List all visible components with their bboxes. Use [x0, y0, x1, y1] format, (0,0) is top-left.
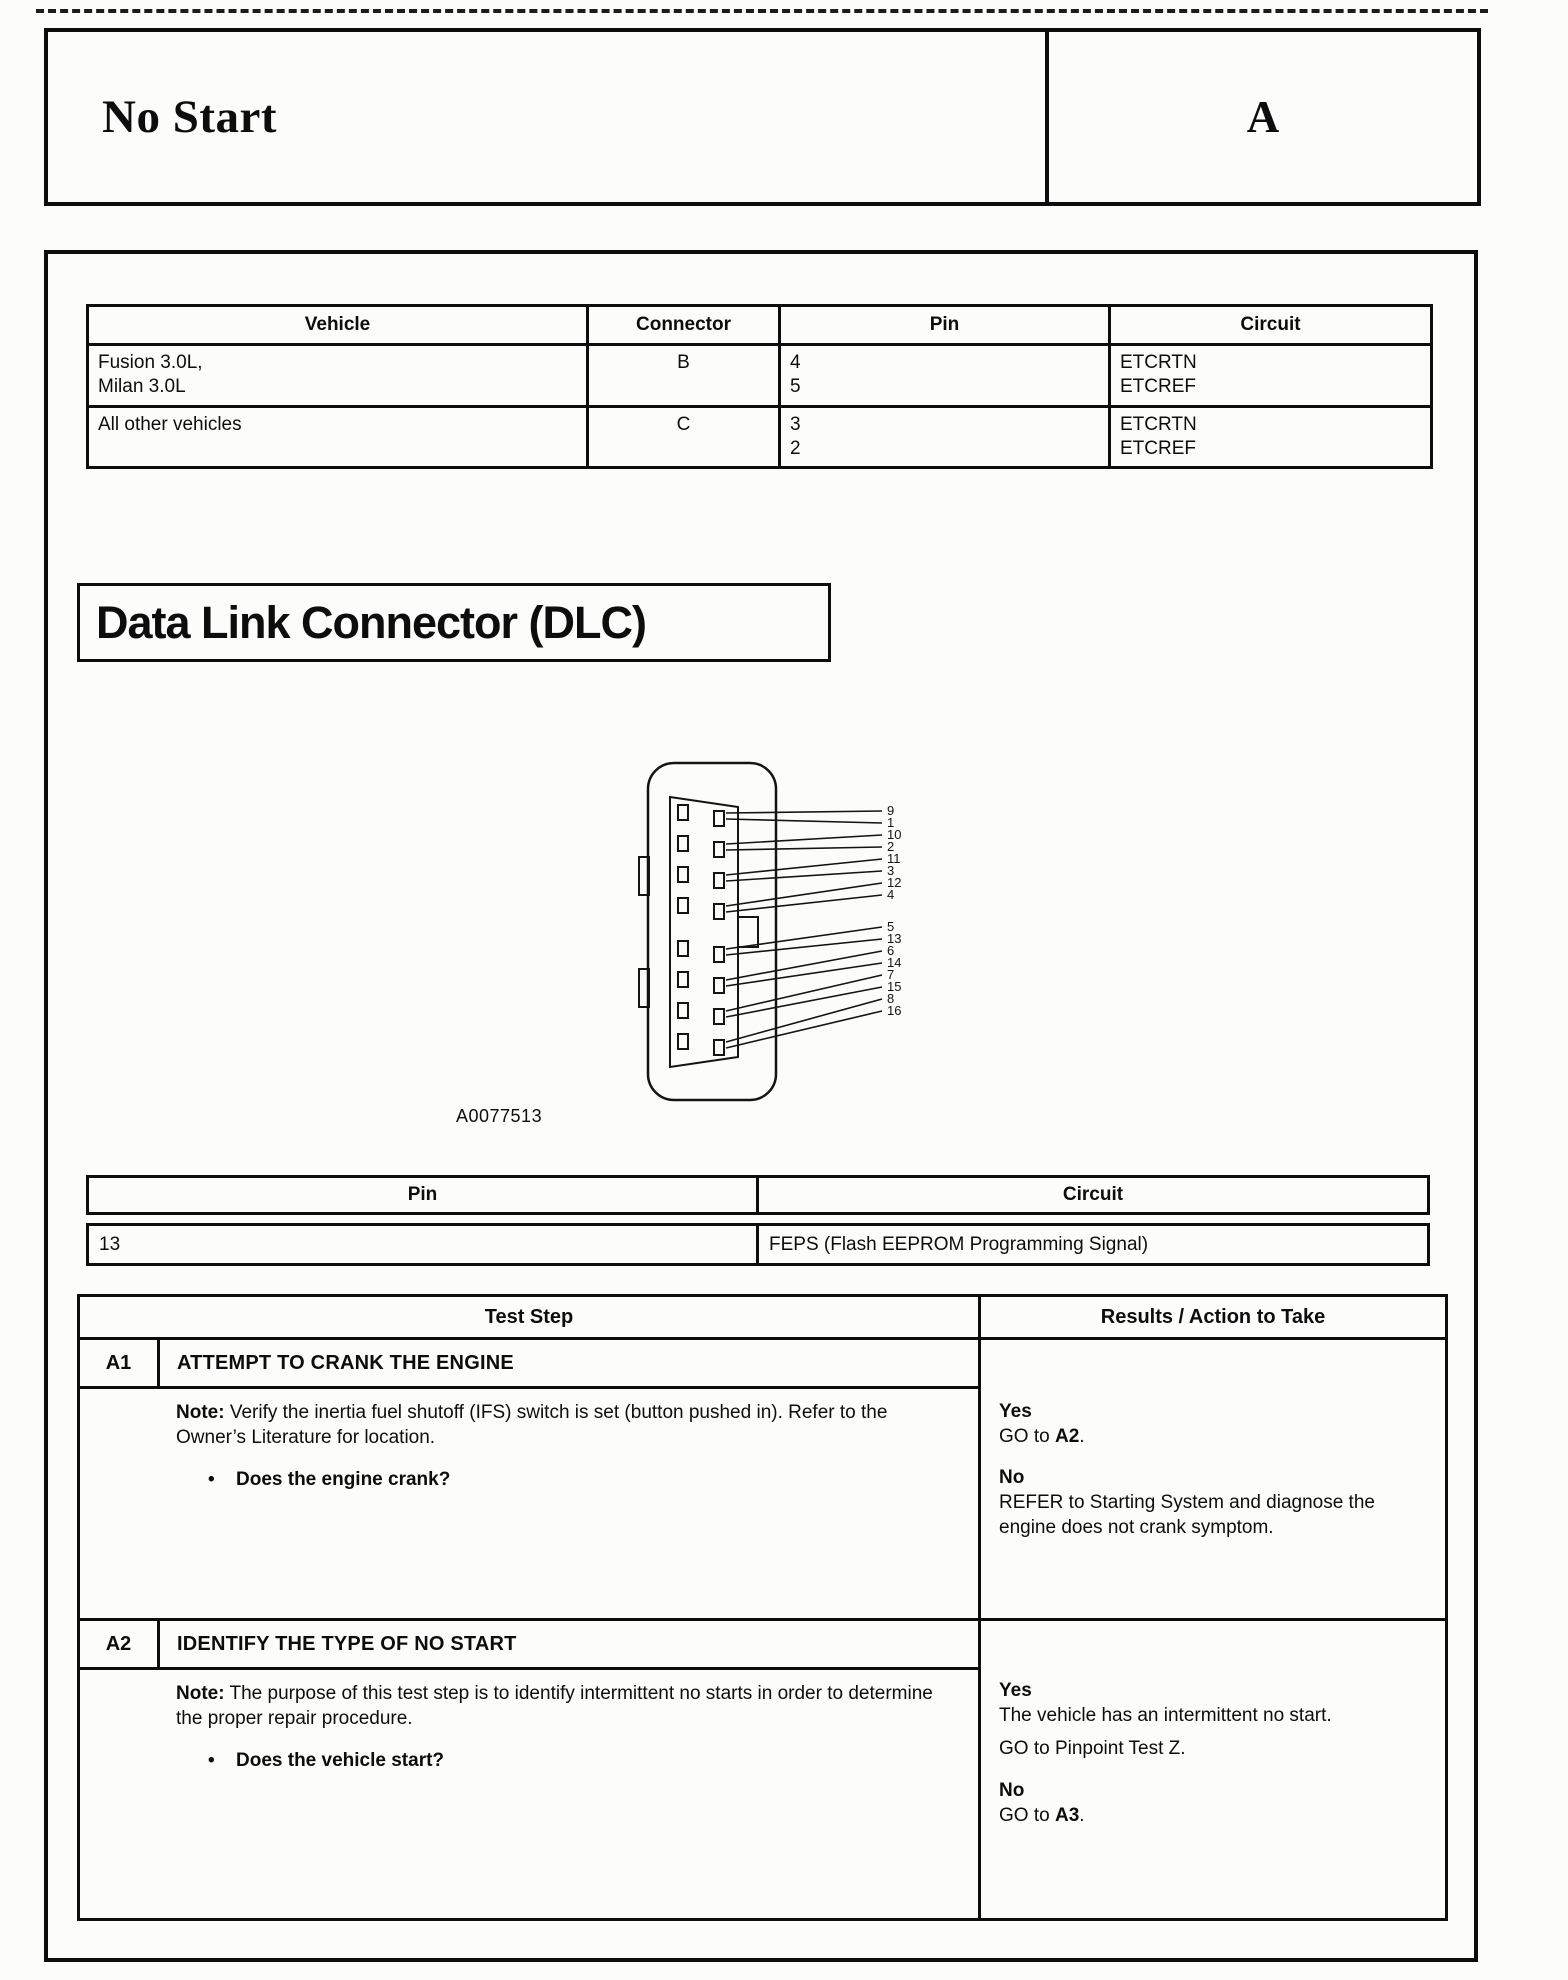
dlc-pin-label: 14 [887, 955, 902, 970]
step-note [176, 1681, 948, 1732]
action-ref: A3 [1054, 1804, 1080, 1826]
test-table-header-row [80, 1297, 1445, 1340]
step-id: A1 [80, 1340, 160, 1386]
dlc-pin-label: 2 [887, 839, 895, 854]
header-box [44, 28, 1481, 206]
step-question: Does the engine crank? [236, 1468, 451, 1490]
step-body [80, 1670, 978, 1783]
vehicle-line: Fusion 3.0L, [98, 352, 203, 373]
dlc-pins [678, 805, 724, 1055]
dlc-pin-label: 9 [887, 803, 895, 818]
dlc-connector-diagram [636, 759, 926, 1104]
vehicle-line: All other vehicles [98, 413, 242, 435]
test-step-row-a2 [80, 1618, 1445, 1918]
result-action [999, 1804, 1431, 1829]
dlc-pin-label: 3 [887, 863, 895, 878]
pin-circuit-table-header [86, 1175, 1430, 1215]
action-ref: A2 [1054, 1425, 1080, 1447]
table-row [88, 406, 1432, 468]
pin-cell [780, 345, 1110, 407]
dlc-pin-labels [887, 803, 901, 1018]
col-header-pin: Pin [780, 306, 1110, 345]
action-text: The vehicle has an intermittent no start. [999, 1704, 1332, 1726]
dlc-pin-label: 4 [887, 887, 895, 902]
bullet-icon: • [208, 1468, 215, 1490]
step-question-line [176, 1467, 948, 1492]
results-cell [981, 1621, 1445, 1918]
circuit-value: FEPS (Flash EEPROM Programming Signal) [769, 1233, 1149, 1255]
action-text: GO to Pinpoint Test Z. [999, 1738, 1186, 1760]
action-text: GO to [999, 1804, 1055, 1826]
dlc-pin-label: 12 [887, 875, 902, 890]
step-id: A2 [80, 1621, 160, 1667]
dlc-pin-label: 8 [887, 991, 895, 1006]
test-step-title-strip [80, 1340, 978, 1389]
connector-cell: C [588, 406, 780, 468]
step-question-line [176, 1748, 948, 1773]
step-title: IDENTIFY THE TYPE OF NO START [177, 1632, 517, 1655]
scan-artifact-top-dashes [36, 9, 1488, 13]
circuit-line: ETCRTN [1120, 352, 1197, 373]
col-header-test-step: Test Step [80, 1297, 981, 1337]
leader-lines [726, 811, 882, 1048]
step-body [80, 1389, 978, 1502]
test-step-title-strip [80, 1621, 978, 1670]
step-question: Does the vehicle start? [236, 1749, 445, 1771]
result-answer: Yes [999, 1401, 1032, 1422]
note-label: Note: [176, 1683, 225, 1704]
vehicle-cell [88, 406, 588, 468]
pin-line: 4 [790, 352, 801, 373]
result-answer: Yes [999, 1680, 1032, 1701]
figure-id: A0077513 [456, 1106, 543, 1126]
col-header-vehicle: Vehicle [88, 306, 588, 345]
action-text: . [1079, 1804, 1085, 1826]
circuit-cell [1110, 345, 1432, 407]
header-letter-cell [1045, 32, 1477, 202]
page-title: No Start [102, 91, 277, 143]
dlc-pin-label: 16 [887, 1003, 902, 1018]
dlc-pin-label: 15 [887, 979, 902, 994]
test-step-cell [80, 1621, 981, 1918]
circuit-line: ETCREF [1120, 376, 1196, 398]
result-action [999, 1491, 1431, 1540]
section-letter: A [1246, 92, 1280, 142]
dlc-pin-label: 7 [887, 967, 895, 982]
col-header-circuit: Circuit [1110, 306, 1432, 345]
action-text: . [1079, 1425, 1085, 1447]
test-step-table [77, 1294, 1448, 1921]
pin-circuit-table-row [86, 1223, 1430, 1266]
test-step-row-a1 [80, 1340, 1445, 1618]
col-header-circuit: Circuit [1062, 1184, 1124, 1205]
result-answer: No [999, 1780, 1025, 1802]
note-text: The purpose of this test step is to identify intermittent no starts in order to determine the proper repair procedure. [176, 1683, 933, 1730]
circuit-line: ETCREF [1120, 437, 1196, 459]
circuit-cell [1110, 406, 1432, 468]
dlc-pin-label: 11 [887, 851, 901, 866]
dlc-pin-label: 10 [887, 827, 902, 842]
vehicle-line: Milan 3.0L [98, 376, 186, 398]
circuit-line: ETCRTN [1120, 413, 1197, 435]
dlc-pin-label: 5 [887, 919, 895, 934]
results-cell [981, 1340, 1445, 1618]
action-text: GO to [999, 1425, 1055, 1447]
bullet-icon: • [208, 1749, 215, 1771]
step-title: ATTEMPT TO CRANK THE ENGINE [177, 1351, 514, 1374]
result-action [999, 1737, 1431, 1762]
section-title: Data Link Connector (DLC) [96, 596, 647, 648]
note-text: Verify the inertia fuel shutoff (IFS) switch is set (button pushed in). Refer to the Owner’s Literature for location. [176, 1402, 888, 1449]
result-action [999, 1425, 1431, 1450]
pin-line: 2 [790, 437, 801, 459]
result-action [999, 1704, 1431, 1729]
step-note [176, 1400, 948, 1451]
col-header-pin: Pin [89, 1178, 759, 1212]
pin-cell [780, 406, 1110, 468]
dlc-pin-label: 1 [887, 815, 895, 830]
vehicle-table-header-row [88, 306, 1432, 345]
col-header-results: Results / Action to Take [1100, 1305, 1326, 1328]
main-content-box [44, 250, 1478, 1962]
test-step-cell [80, 1340, 981, 1618]
section-title-box [77, 583, 831, 662]
vehicle-cell [88, 345, 588, 407]
dlc-housing [639, 763, 776, 1100]
result-answer: No [999, 1467, 1025, 1489]
dlc-pin-label: 13 [887, 931, 902, 946]
pin-line: 5 [790, 376, 801, 398]
col-header-connector: Connector [588, 306, 780, 345]
action-text: REFER to Starting System and diagnose the engine does not crank symptom. [999, 1492, 1375, 1538]
vehicle-connector-table [86, 304, 1433, 469]
pin-value: 13 [89, 1226, 759, 1263]
connector-cell: B [588, 345, 780, 407]
header-title-cell [48, 32, 1045, 202]
note-label: Note: [176, 1402, 225, 1423]
dlc-pin-label: 6 [887, 943, 895, 958]
pin-line: 3 [790, 413, 801, 435]
table-row [88, 345, 1432, 407]
